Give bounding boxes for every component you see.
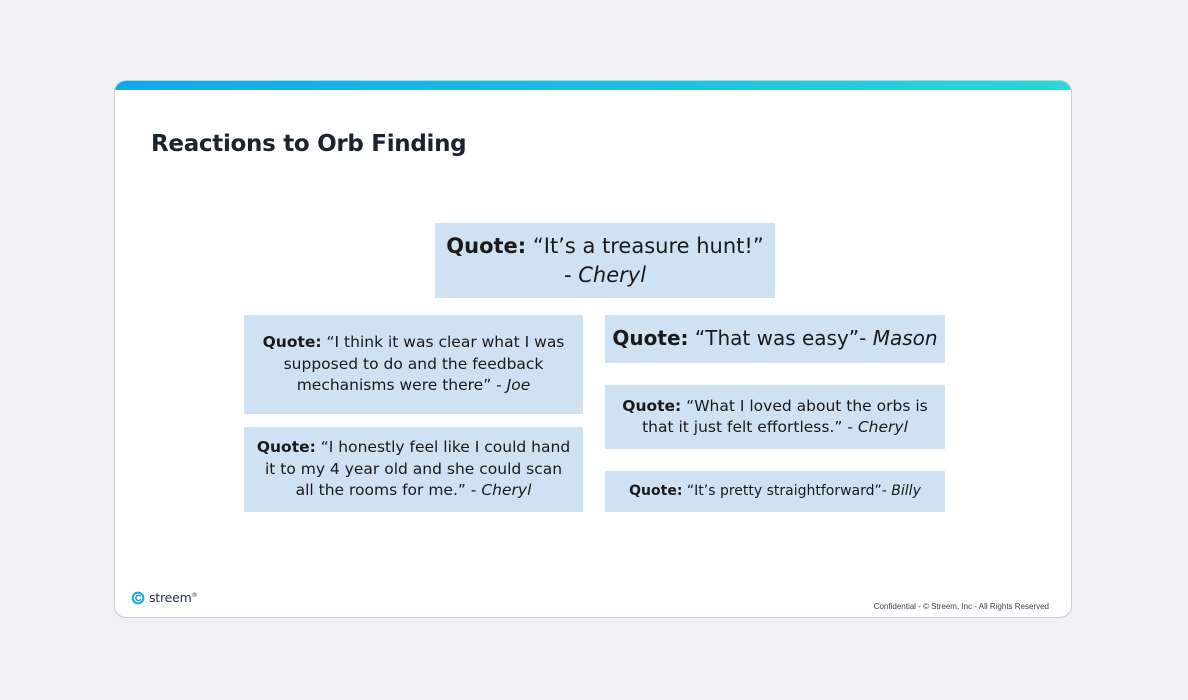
quote-box-mason	[605, 315, 945, 363]
quote-text: “What I loved about the orbs is that it just felt effortless.” -	[642, 396, 928, 436]
quote-author: Cheryl	[857, 418, 908, 436]
quote-label: Quote:	[256, 438, 316, 457]
slide	[114, 80, 1072, 618]
quote-text: “It’s pretty straightforward”-	[682, 482, 892, 499]
streem-logo-icon	[131, 591, 145, 605]
accent-bar	[115, 81, 1071, 90]
brand-name: streem®	[149, 590, 198, 605]
quote-text: “I think it was clear what I was supposed to do and the feedback mechanisms were there” -	[283, 333, 565, 395]
quote-label: Quote:	[262, 333, 322, 352]
quote-box-billy	[605, 471, 945, 512]
slide-title: Reactions to Orb Finding	[151, 131, 467, 157]
footer-confidential: Confidential - © Streem, Inc - All Rights Reserved	[873, 602, 1049, 611]
quote-text: “It’s a treasure hunt!” -	[526, 234, 764, 287]
quote-author: Billy	[891, 482, 921, 499]
quote-author: Cheryl	[578, 262, 647, 287]
quote-label: Quote:	[622, 396, 682, 415]
quote-label: Quote:	[629, 482, 683, 499]
quote-text: “That was easy”-	[688, 326, 873, 351]
quote-author: Cheryl	[481, 481, 532, 500]
quote-box-cheryl-hand	[244, 427, 583, 512]
quote-box-treasure-hunt	[435, 223, 775, 298]
streem-logo	[131, 590, 197, 605]
quote-box-cheryl-orbs	[605, 385, 945, 449]
quote-author: Mason	[872, 326, 938, 351]
brand-mark: ®	[191, 591, 198, 599]
quote-label: Quote:	[612, 326, 689, 351]
quote-author: Joe	[506, 376, 531, 395]
quote-label: Quote:	[446, 234, 527, 259]
quote-text: “I honestly feel like I could hand it to my 4 year old and she could scan all the rooms for me.” -	[264, 438, 571, 500]
quote-box-joe	[244, 315, 583, 414]
